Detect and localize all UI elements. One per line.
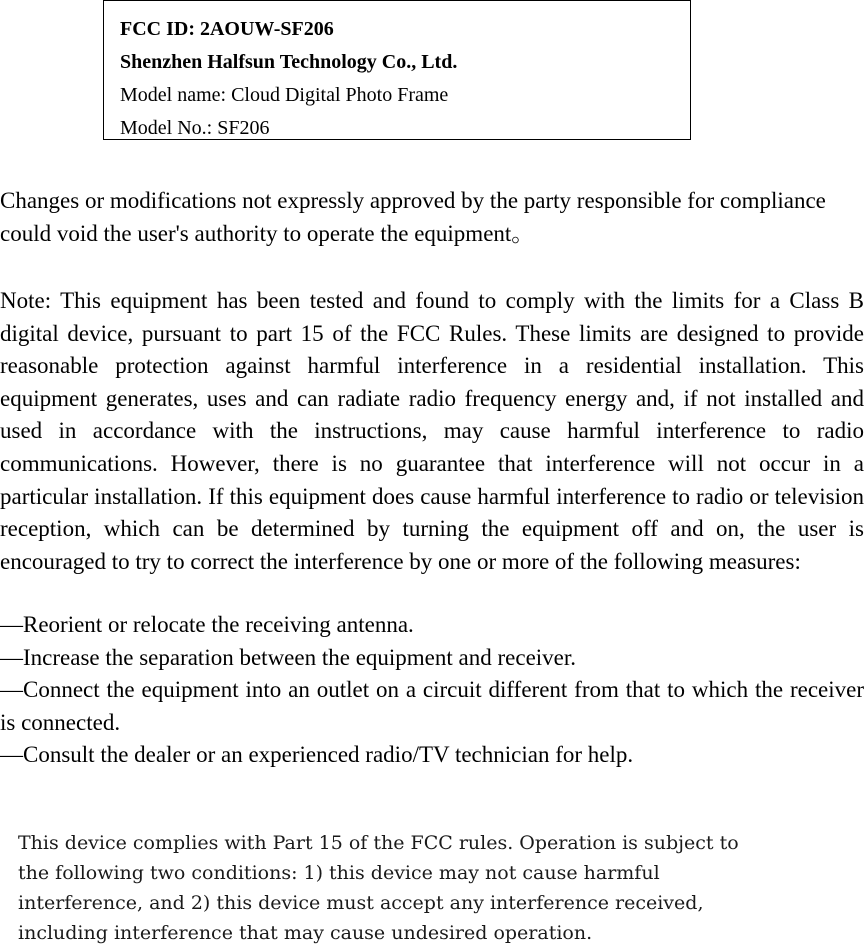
fcc-note: Note: This equipment has been tested and found to comply with the limits for a Class B digital device, pursuant to part 15 of the FCC Rules. These limits are designed to provide reasonable protection against harmful interference in a residential installation. This equipment generates, uses and can radiate radio frequency energy and, if not installed and used in accordance with the instructions, may cause harmful interference to radio communications. However, there is no guarantee that interference will not occur in a particular installation. If this equipment does cause harmful interference to radio or television reception, which can be determined by turning the equipment off and on, the user is encouraged to try to correct the interference by one or more of the following measures: xyxy=(0,288,864,574)
measure-item: —Connect the equipment into an outlet on a circuit different from that to which the receiver is connected. xyxy=(0,677,864,735)
measure-item: —Consult the dealer or an experienced radio/TV technician for help. xyxy=(0,742,634,768)
part15-line: interference, and 2) this device must accept any interference received, xyxy=(18,892,704,914)
model-name: Model name: Cloud Digital Photo Frame xyxy=(120,84,449,106)
part15-statement xyxy=(18,828,758,948)
measure-item: —Increase the separation between the equipment and receiver. xyxy=(0,644,577,670)
part15-line: the following two conditions: 1) this device may not cause harmful xyxy=(18,862,660,884)
changes-notice: Changes or modifications not expressly approved by the party responsible for compliance could void the user's authority to operate the equipment。 xyxy=(0,188,826,246)
measure-item: —Reorient or relocate the receiving antenna. xyxy=(0,612,414,637)
part15-line: This device complies with Part 15 of the FCC rules. Operation is subject to xyxy=(18,832,739,854)
part15-line: including interference that may cause undesired operation. xyxy=(18,922,593,944)
measures-list xyxy=(0,609,864,772)
company-name: Shenzhen Halfsun Technology Co., Ltd. xyxy=(120,51,458,73)
fcc-id: FCC ID: 2AOUW-SF206 xyxy=(120,18,334,40)
model-number: Model No.: SF206 xyxy=(120,117,270,139)
fcc-label-box xyxy=(103,0,691,140)
